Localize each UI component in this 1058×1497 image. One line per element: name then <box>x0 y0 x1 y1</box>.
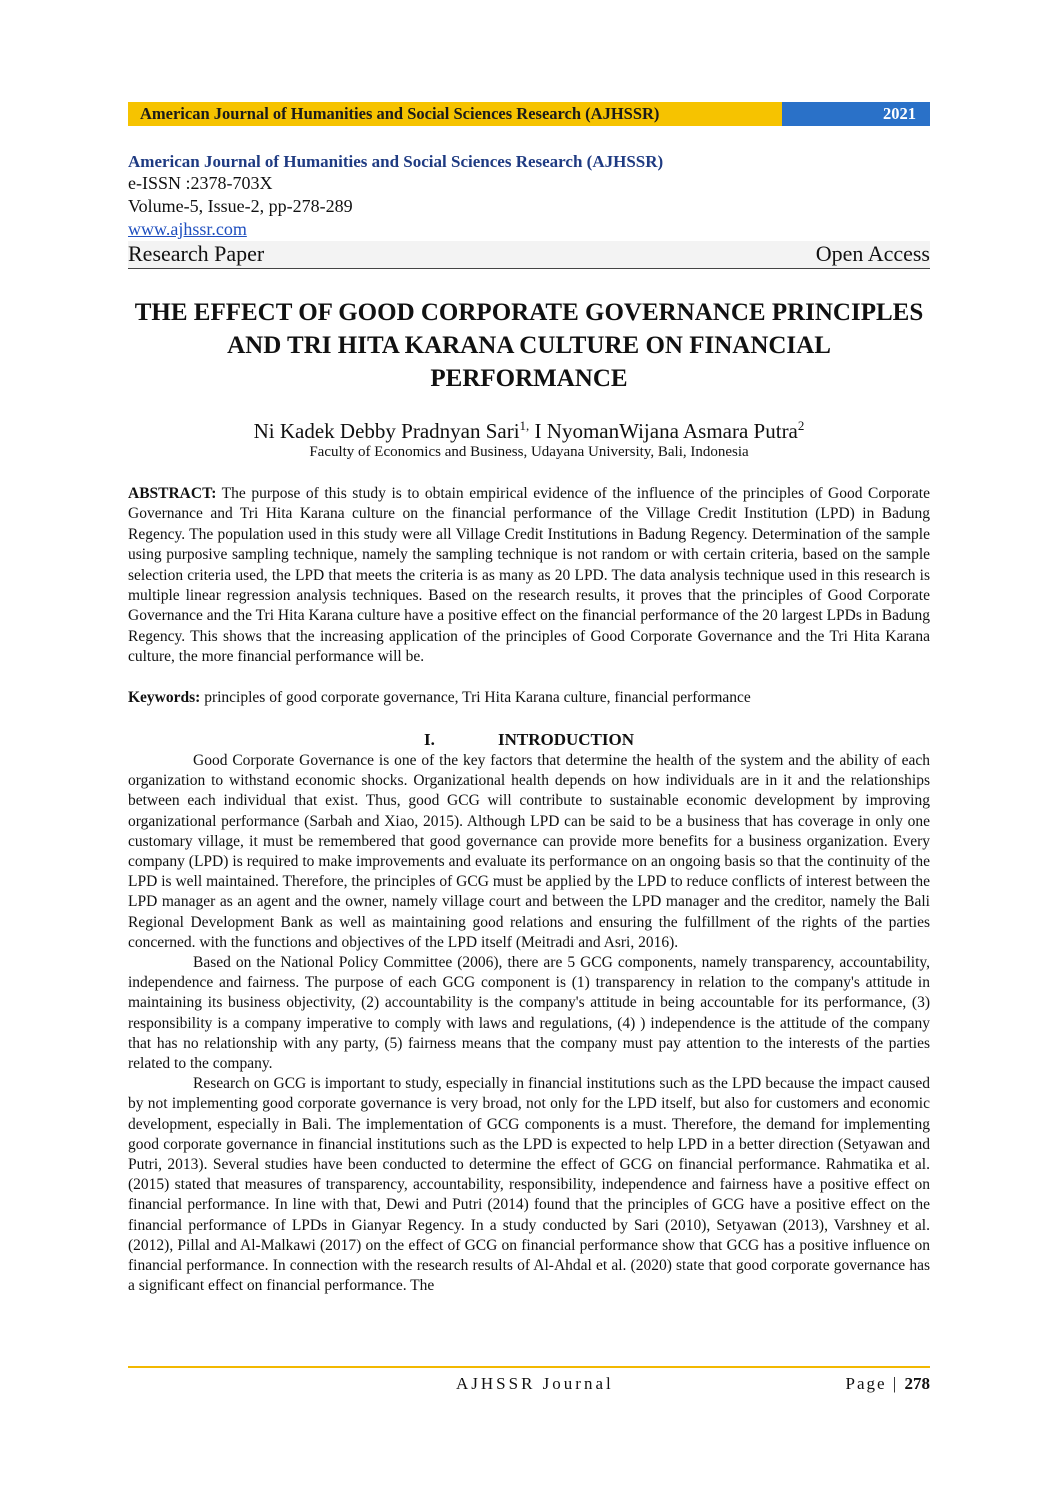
issn: e-ISSN :2378-703X <box>128 173 273 193</box>
page-number: 278 <box>904 1374 930 1393</box>
section-heading-introduction <box>128 730 930 750</box>
paragraph: Based on the National Policy Committee (2006), there are 5 GCG components, namely transparency, accountability, independence and fairness. The purpose of each GCG component is (1) transparency in relation to the company's attitude in maintaining its business objectivity, (2) accountability is the company's attitude in being accountable for its performance, (3) responsibility is a company imperative to comply with laws and regulations, (4) ) independence is the attitude of the company that has no relationship with any party, (5) fairness means that the company must pay attention to the interests of the parties related to the company. <box>128 954 930 1073</box>
author-2-affiliation-mark: 2 <box>797 418 805 433</box>
footer-page-number <box>846 1374 930 1394</box>
paper-title: THE EFFECT OF GOOD CORPORATE GOVERNANCE PRINCIPLES AND TRI HITA KARANA CULTURE ON FINANCIAL PERFORMANCE <box>134 299 924 392</box>
introduction-body <box>128 751 930 1296</box>
author-1: Ni Kadek Debby Pradnyan Sari <box>253 419 520 443</box>
author-2: I NyomanWijana Asmara Putra <box>529 419 798 443</box>
access-type: Open Access <box>815 241 930 266</box>
section-number: I. <box>423 730 435 749</box>
journal-info <box>128 152 930 269</box>
footer-journal: AJHSSR Journal <box>456 1374 614 1393</box>
paper-type: Research Paper <box>128 241 265 266</box>
abstract <box>128 484 930 668</box>
website-link[interactable]: www.ajhssr.com <box>128 219 247 239</box>
keywords-text: principles of good corporate governance, Tri Hita Karana culture, financial performance <box>200 689 751 706</box>
keywords <box>128 688 930 708</box>
paper-type-row <box>128 241 930 269</box>
page-label: Page | <box>845 1374 905 1393</box>
journal-name: American Journal of Humanities and Social Sciences Research (AJHSSR) <box>128 152 664 171</box>
running-header <box>128 102 930 126</box>
keywords-label: Keywords: <box>128 689 201 706</box>
running-header-year: 2021 <box>782 102 930 126</box>
abstract-label: ABSTRACT: <box>128 485 217 502</box>
author-list <box>128 413 930 444</box>
paragraph: Research on GCG is important to study, especially in financial institutions such as the LPD because the impact caused by not implementing good corporate governance is very broad, not only for the LPD itself, but also for customers and economic development, especially in Bali. The implementation of GCG components is a must. Therefore, the demand for implementing good corporate governance in financial institutions such as the LPD is expected to help LPD in a better direction (Setyawan and Putri, 2013). Several studies have been conducted to determine the effect of GCG on financial performance. Rahmatika et al. (2015) stated that measures of transparency, accountability, responsibility, independence and fairness have a positive effect on financial performance. In line with that, Dewi and Putri (2014) found that the principles of GCG have a positive effect on the financial performance of LPDs in Gianyar Regency. In a study conducted by Sari (2010), Setyawan (2013), Varshney et al. (2012), Pillal and Al-Malkawi (2017) on the effect of GCG on financial performance show that GCG has a positive influence on financial performance. In connection with the research results of Al-Ahdal et al. (2020) state that good corporate governance has a significant effect on financial performance. The <box>128 1075 930 1295</box>
paragraph: Good Corporate Governance is one of the key factors that determine the health of the system and the ability of each organization to withstand economic shocks. Organizational health depends on how individuals are in it and the relationships between each individual that exist. Thus, good GCG will contribute to sustainable economic development by improving organizational performance (Sarbah and Xiao, 2015). Although LPD can be said to be a business that has coverage in only one customary village, it must be remembered that good governance can provide more benefits for a business organization. Every company (LPD) is required to make improvements and evaluate its performance on an ongoing basis so that the continuity of the LPD is well maintained. Therefore, the principles of GCG must be applied by the LPD to reduce conflicts of interest between the LPD manager as an agent and the owner, namely village court and between the LPD manager and the creditor, namely the Bali Regional Development Bank as well as maintaining good relations and ensuring the fulfillment of the rights of the parties concerned. with the functions and objectives of the LPD itself (Meitradi and Asri, 2016). <box>128 752 930 951</box>
footer-divider <box>128 1366 930 1368</box>
volume-issue: Volume-5, Issue-2, pp-278-289 <box>128 196 353 216</box>
author-1-affiliation-mark: 1, <box>519 418 530 433</box>
section-title: INTRODUCTION <box>497 730 635 749</box>
abstract-text: The purpose of this study is to obtain empirical evidence of the influence of the principles of Good Corporate Governance and Tri Hita Karana culture on the financial performance of the Village Credit Institution (LPD) in Badung Regency. The population used in this study were all Village Credit Institutions in Badung Regency. Determination of the sample using purposive sampling technique, namely the sampling technique is not random or with certain criteria, based on the sample selection criteria used, the LPD that meets the criteria is as many as 20 LPD. The data analysis technique used in this research is multiple linear regression analysis techniques. Based on the research results, it proves that the principles of Good Corporate Governance and the Tri Hita Karana culture have a positive effect on the financial performance of the 20 largest LPDs in Badung Regency. This shows that the increasing application of the principles of Good Corporate Governance and the Tri Hita Karana culture, the more financial performance will be. <box>128 485 930 666</box>
page-footer <box>128 1374 930 1396</box>
affiliation: Faculty of Economics and Business, Udayana University, Bali, Indonesia <box>309 444 749 460</box>
running-header-journal: American Journal of Humanities and Social Sciences Research (AJHSSR) <box>128 102 782 126</box>
